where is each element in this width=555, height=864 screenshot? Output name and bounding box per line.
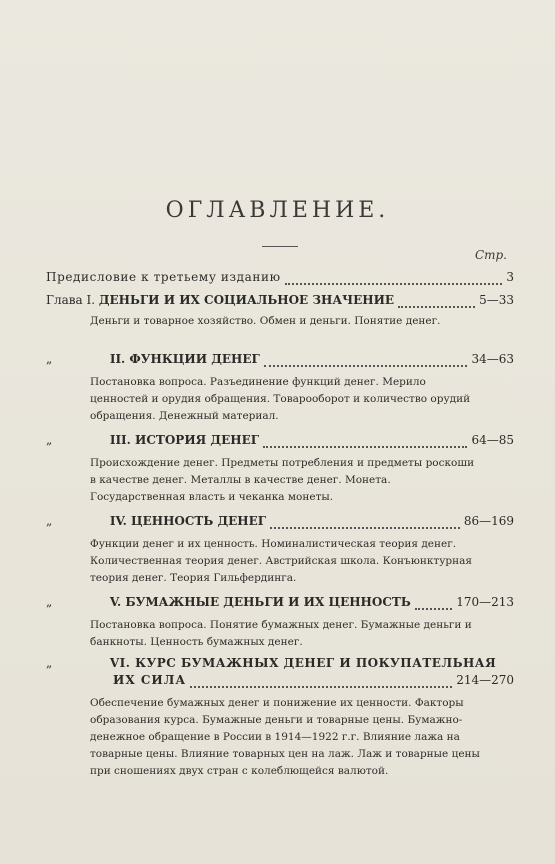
toc-entry-page: 214—270 (456, 673, 514, 687)
leader-dots (190, 677, 452, 688)
page-title: ОГЛАВЛЕНИЕ. (165, 198, 390, 223)
toc-entry-description: Деньги и товарное хозяйство. Обмен и деньги. Понятие денег. (90, 315, 441, 327)
toc-entry-chapter-5 (46, 595, 514, 613)
toc-entry-label-cont: ИХ СИЛА (113, 673, 187, 687)
toc-entry-label: Предисловие к третьему изданию (46, 270, 281, 284)
toc-entry-page: 3 (506, 270, 514, 284)
leader-dots (264, 356, 468, 367)
leader-dots (398, 297, 475, 308)
toc-entry-chapter-1 (46, 293, 514, 311)
toc-entry-page: 170—213 (456, 595, 514, 609)
toc-entry-prefix: „ (46, 352, 53, 366)
toc-entry-label: III. ИСТОРИЯ ДЕНЕГ (109, 433, 260, 447)
toc-entry-description: Постановка вопроса. Понятие бумажных денег. Бумажные деньги и банкноты. Ценность бумажных денег. (90, 619, 472, 648)
toc-entry-label: V. БУМАЖНЫЕ ДЕНЬГИ И ИХ ЦЕННОСТЬ (109, 595, 411, 609)
leader-dots (285, 274, 503, 285)
toc-entry-description: Обеспечение бумажных денег и понижение их ценности. Факторы образования курса. Бумажные деньги и товарные цены. Бумажно-денежное обращение в России в 1914—1922 г.г. Влияние лажа на товарные цены. Влияние товарных цен на лаж. Лаж и товарные цены при сношениях двух стран с колеблющейся валютой. (90, 697, 480, 777)
leader-dots (270, 518, 460, 529)
toc-entry-page: 64—85 (471, 433, 514, 447)
toc-entry-label: VI. КУРС БУМАЖНЫХ ДЕНЕГ И ПОКУПАТЕЛЬНАЯ (109, 656, 497, 670)
toc-entry-prefix: „ (46, 514, 53, 528)
toc-entry-preface (46, 270, 514, 288)
toc-entry-prefix: „ (46, 656, 53, 670)
toc-entry-label: II. ФУНКЦИИ ДЕНЕГ (109, 352, 260, 366)
leader-dots (263, 437, 467, 448)
toc-entry-chapter-3 (46, 433, 514, 451)
toc-entry-label: IV. ЦЕННОСТЬ ДЕНЕГ (109, 514, 267, 528)
title-rule (262, 246, 298, 247)
toc-entry-label: ДЕНЬГИ И ИХ СОЦИАЛЬНОЕ ЗНАЧЕНИЕ (98, 293, 395, 307)
toc-entry-description: Происхождение денег. Предметы потребления и предметы роскоши в качестве денег. Металлы в качестве денег. Монета. Государственная власть и чеканка монеты. (90, 457, 475, 503)
toc-entry-prefix: Глава I. (46, 293, 96, 307)
toc-entry-chapter-4 (46, 514, 514, 532)
toc-entry-page: 5—33 (479, 293, 514, 307)
toc-entry-description: Функции денег и их ценность. Номиналистическая теория денег. Количественная теория денег. Австрийская школа. Конъюнктурная теория денег. Теория Гильфердинга. (90, 538, 473, 584)
toc-entry-prefix: „ (46, 433, 53, 447)
toc-entry-chapter-6-cont (113, 673, 514, 691)
toc-entry-page: 86—169 (463, 514, 514, 528)
toc-entry-prefix: „ (46, 595, 53, 609)
toc-entry-chapter-2 (46, 352, 514, 370)
toc-entry-chapter-6 (46, 656, 514, 674)
page-column-header: Стр. (474, 248, 507, 262)
leader-dots (415, 599, 452, 610)
toc-entry-description: Постановка вопроса. Разъединение функций денег. Мерило ценностей и орудия обращения. Товарооборот и количество орудий обращения. Денежный материал. (90, 376, 471, 422)
toc-entry-page: 34—63 (471, 352, 514, 366)
